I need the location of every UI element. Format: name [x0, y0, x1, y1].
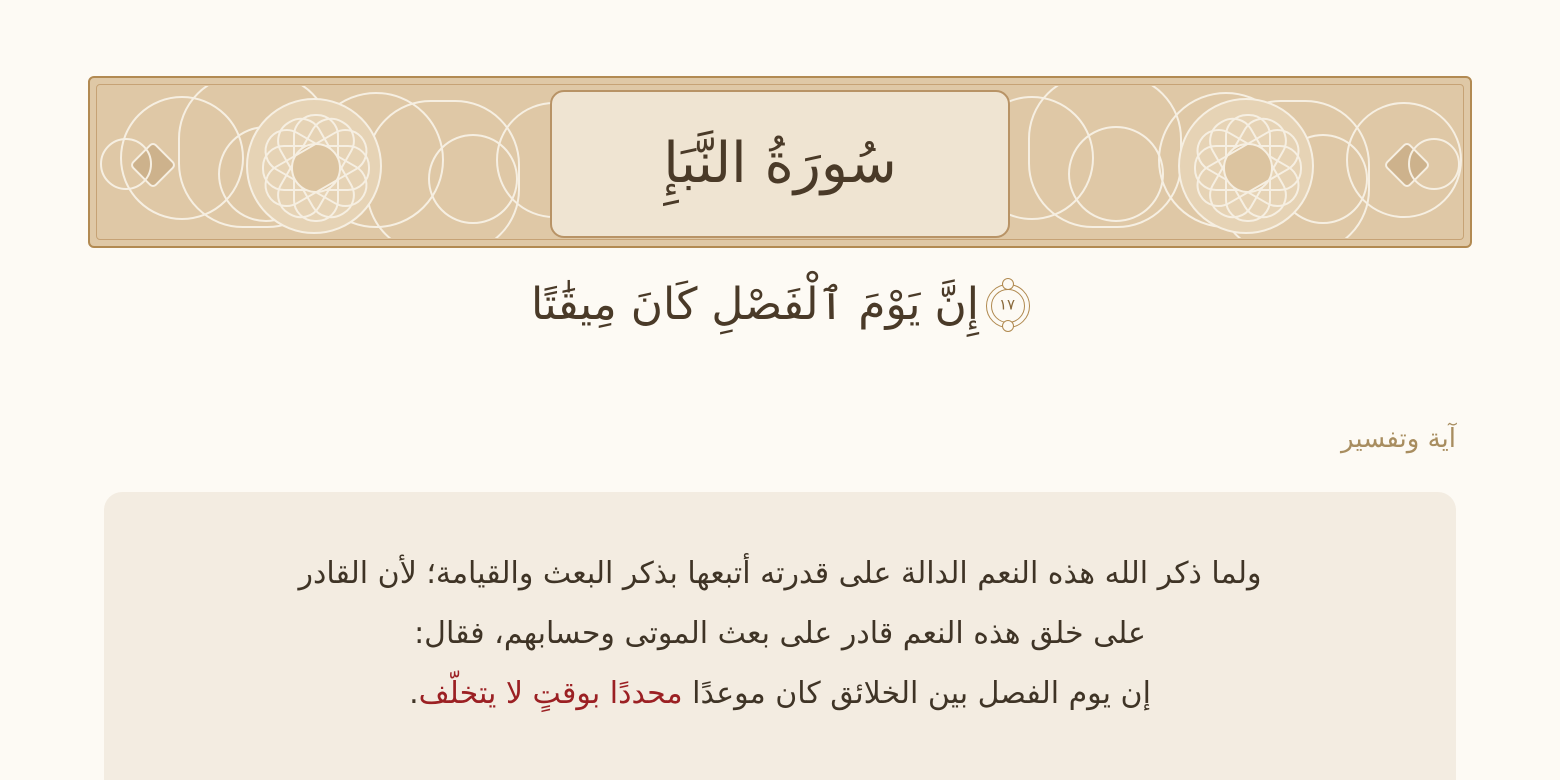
tafsir-line: ولما ذكر الله هذه النعم الدالة على قدرته أتبعها بذكر البعث والقيامة؛ لأن القادر [298, 556, 1262, 591]
arabesque-ornament-left [98, 86, 612, 238]
ayah-text: إِنَّ يَوْمَ ٱلْفَصْلِ كَانَ مِيقَٰتًا [530, 279, 980, 330]
surah-header-banner [88, 76, 1472, 248]
ayah-number-marker-icon [985, 283, 1029, 327]
tafsir-highlight-line [156, 664, 1404, 724]
tafsir-text [156, 544, 1404, 724]
rosette-icon [1178, 98, 1314, 234]
tafsir-panel [104, 492, 1456, 780]
surah-title-cartouche [550, 90, 1010, 238]
tafsir-highlight-text: محددًا بوقتٍ لا يتخلّف [418, 676, 683, 711]
scallop-ornament-icon [100, 138, 152, 190]
tafsir-highlight-before: إن يوم الفصل بين الخلائق كان موعدًا [682, 676, 1151, 711]
tafsir-highlight-after: . [409, 676, 419, 711]
ayah-number: ١٧ [998, 295, 1016, 314]
arabesque-ornament-right [948, 86, 1462, 238]
surah-title: سُورَةُ النَّبَإِ [663, 130, 897, 196]
ayah-row [0, 272, 1560, 338]
section-label: آية وتفسير [1341, 424, 1456, 454]
scallop-ornament-icon [1408, 138, 1460, 190]
tafsir-line: على خلق هذه النعم قادر على بعث الموتى وحسابهم، فقال: [414, 616, 1146, 651]
rosette-icon [246, 98, 382, 234]
